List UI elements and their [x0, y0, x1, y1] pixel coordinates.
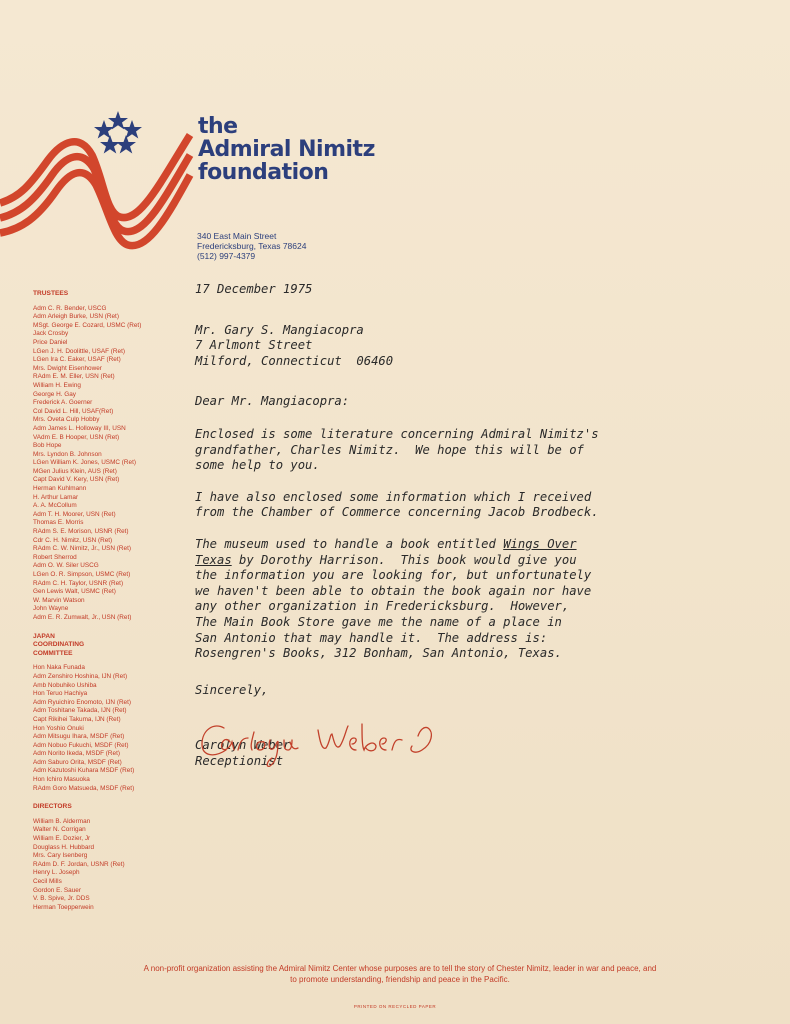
- footer-line: A non-profit organization assisting the Admiral Nimitz Center whose purposes are to tell the story of Chester Nimitz, leader in war and peace, and: [143, 964, 657, 973]
- roster-name: H. Arthur Lamar: [33, 493, 79, 501]
- roster-name: Robert Sherrod: [33, 553, 77, 561]
- roster-name: Gen Lewis Walt, USMC (Ret): [33, 588, 116, 596]
- brand-line-the: the: [198, 114, 238, 139]
- nimitz-foundation-logo: [0, 105, 200, 270]
- roster-name: Hon Naka Funada: [33, 664, 85, 672]
- sidebar-roster: [33, 290, 193, 922]
- japan-heading-line: JAPAN: [33, 632, 55, 640]
- roster-name: VAdm E. B Hooper, USN (Ret): [33, 433, 120, 441]
- roster-name: Adm Zenshiro Hoshina, IJN (Ret): [33, 672, 128, 680]
- printed-on-recycled-paper-note: PRINTED ON RECYCLED PAPER: [353, 1004, 437, 1009]
- signer-title: Receptionist: [195, 753, 284, 768]
- roster-name: Herman Toepperwein: [33, 903, 94, 911]
- letterhead-address: [197, 231, 306, 261]
- recipient-city: Milford, Connecticut 06460: [195, 353, 394, 368]
- paragraph-line: grandfather, Charles Nimitz. We hope this will be of: [195, 442, 584, 457]
- roster-name: William E. Dozier, Jr: [33, 835, 91, 843]
- paragraph-line: Enclosed is some literature concerning Admiral Nimitz's: [195, 426, 599, 441]
- salutation: Dear Mr. Mangiacopra:: [195, 394, 350, 409]
- paragraph-text: The museum used to handle a book entitled: [195, 536, 504, 551]
- roster-name: Adm E. R. Zumwalt, Jr., USN (Ret): [33, 613, 132, 621]
- roster-name: Adm O. W. Siler USCG: [33, 562, 99, 570]
- japan-committee-heading: [33, 633, 193, 659]
- book-title: Texas: [195, 552, 232, 567]
- stars-icon: [94, 111, 142, 154]
- roster-name: Adm Kazutoshi Kuhara MSDF (Ret): [33, 767, 135, 775]
- foundation-name: [198, 115, 375, 184]
- roster-name: Gordon E. Sauer: [33, 886, 81, 894]
- directors-heading: DIRECTORS: [33, 803, 72, 811]
- trustees-heading: TRUSTEES: [33, 290, 69, 297]
- paragraph-line: any other organization in Fredericksburg. However,: [195, 599, 570, 614]
- directors-section: [33, 803, 193, 912]
- roster-name: Herman Kuhlmann: [33, 485, 87, 493]
- book-title: Wings Over: [503, 536, 577, 551]
- roster-name: Henry L. Joseph: [33, 869, 80, 877]
- roster-name: Amb Nobuhiko Ushiba: [33, 681, 97, 689]
- roster-name: Cdr C. H. Nimitz, USN (Ret): [33, 536, 113, 544]
- paragraph-line: The Main Book Store gave me the name of a place in: [195, 614, 562, 629]
- footer-line: to promote understanding, friendship and peace in the Pacific.: [290, 975, 510, 984]
- roster-name: Jack Crosby: [33, 330, 69, 338]
- roster-name: V. B. Spive, Jr. DDS: [33, 895, 90, 903]
- paragraph-line: we haven't been able to obtain the book again nor have: [195, 583, 592, 598]
- letter-body: [195, 282, 755, 769]
- roster-name: A. A. McCollum: [33, 502, 77, 510]
- roster-name: RAdm D. F. Jordan, USNR (Ret): [33, 860, 125, 868]
- brand-line-foundation: foundation: [198, 160, 329, 185]
- roster-name: RAdm C. H. Taylor, USNR (Ret): [33, 579, 124, 587]
- roster-name: MGen Julius Klein, AUS (Ret): [33, 467, 117, 475]
- japan-heading-line: COORDINATING: [33, 641, 85, 649]
- roster-name: RAdm E. M. Eller, USN (Ret): [33, 373, 115, 381]
- roster-name: MSgt. George E. Cozard, USMC (Ret): [33, 321, 142, 329]
- roster-name: Col David L. Hill, USAF(Ret): [33, 407, 114, 415]
- roster-name: Douglass H. Hubbard: [33, 843, 95, 851]
- roster-name: Bob Hope: [33, 442, 62, 450]
- roster-name: Thomas E. Morris: [33, 519, 84, 527]
- roster-name: Price Daniel: [33, 338, 68, 346]
- roster-name: W. Marvin Watson: [33, 596, 85, 604]
- paragraph-line: from the Chamber of Commerce concerning Jacob Brodbeck.: [195, 505, 599, 520]
- japan-committee-section: [33, 633, 193, 794]
- roster-name: Mrs. Dwight Eisenhower: [33, 364, 102, 372]
- address-city: Fredericksburg, Texas 78624: [197, 241, 307, 251]
- roster-name: Mrs. Oveta Culp Hobby: [33, 416, 100, 424]
- roster-name: Frederick A. Goerner: [33, 399, 93, 407]
- roster-name: Hon Teruo Hachiya: [33, 690, 88, 698]
- address-phone: (512) 997-4379: [197, 251, 256, 261]
- roster-name: Adm C. R. Bender, USCG: [33, 304, 107, 312]
- trustees-section: [33, 290, 193, 623]
- roster-name: Adm Norito Ikeda, MSDF (Ret): [33, 750, 121, 758]
- roster-name: LGen J. H. Doolittle, USAF (Ret): [33, 347, 125, 355]
- roster-name: Mrs. Lyndon B. Johnson: [33, 450, 102, 458]
- roster-name: RAdm S. E. Morison, USNR (Ret): [33, 528, 129, 536]
- roster-name: Hon Yoshio Onuki: [33, 724, 84, 732]
- roster-name: RAdm C. W. Nimitz, Jr., USN (Ret): [33, 545, 131, 553]
- paragraph-line: San Antonio that may handle it. The address is:: [195, 630, 548, 645]
- paragraph-text: by Dorothy Harrison. This book would give you: [231, 552, 577, 567]
- closing: Sincerely,: [195, 682, 269, 697]
- roster-name: William H. Ewing: [33, 381, 81, 389]
- roster-name: Capt Rikihei Takuma, IJN (Ret): [33, 715, 121, 723]
- roster-name: LGen O. R. Simpson, USMC (Ret): [33, 571, 131, 578]
- roster-name: Adm Ryuichiro Enomoto, IJN (Ret): [33, 698, 132, 706]
- handwritten-signature: [196, 712, 456, 772]
- paragraph-line: [195, 553, 755, 569]
- roster-name: Walter N. Corrigan: [33, 826, 86, 834]
- recipient-street: 7 Arlmont Street: [195, 338, 313, 353]
- roster-name: William B. Alderman: [33, 817, 91, 825]
- paragraph-line: [195, 537, 755, 553]
- signer-name: Carolyn Weber: [195, 738, 291, 753]
- footer-mission-statement: [40, 963, 760, 985]
- roster-name: Capt David V. Kery, USN (Ret): [33, 476, 120, 484]
- roster-name: Adm Saburo Orita, MSDF (Ret): [33, 758, 122, 766]
- paragraph-line: the information you are looking for, but unfortunately: [195, 568, 592, 583]
- roster-name: Adm Arleigh Burke, USN (Ret): [33, 313, 119, 321]
- roster-name: LGen Ira C. Eaker, USAF (Ret): [33, 356, 121, 364]
- roster-name: Adm Nobuo Fukuchi, MSDF (Ret): [33, 741, 129, 749]
- paragraph-line: Rosengren's Books, 312 Bonham, San Antonio, Texas.: [195, 646, 562, 661]
- recipient-name: Mr. Gary S. Mangiacopra: [195, 322, 364, 337]
- roster-name: Cecil Mills: [33, 878, 62, 885]
- roster-name: Adm James L. Holloway III, USN: [33, 424, 126, 432]
- paragraph-line: some help to you.: [195, 458, 320, 473]
- roster-name: Adm T. H. Moorer, USN (Ret): [33, 510, 116, 518]
- address-street: 340 East Main Street: [197, 231, 277, 241]
- paragraph-line: I have also enclosed some information which I received: [195, 489, 592, 504]
- roster-name: LGen William K. Jones, USMC (Ret): [33, 459, 136, 467]
- letter-date: 17 December 1975: [195, 282, 313, 296]
- brand-line-admiral-nimitz: Admiral Nimitz: [198, 137, 375, 162]
- roster-name: George H. Gay: [33, 390, 76, 398]
- roster-name: Mrs. Cary Isenberg: [33, 852, 88, 860]
- roster-name: John Wayne: [33, 605, 69, 613]
- roster-name: RAdm Goro Matsueda, MSDF (Ret): [33, 784, 135, 792]
- japan-heading-line: COMMITTEE: [33, 649, 73, 657]
- roster-name: Adm Mitsugu Ihara, MSDF (Ret): [33, 733, 125, 741]
- roster-name: Adm Toshitane Takada, IJN (Ret): [33, 707, 127, 715]
- roster-name: Hon Ichiro Masuoka: [33, 776, 90, 784]
